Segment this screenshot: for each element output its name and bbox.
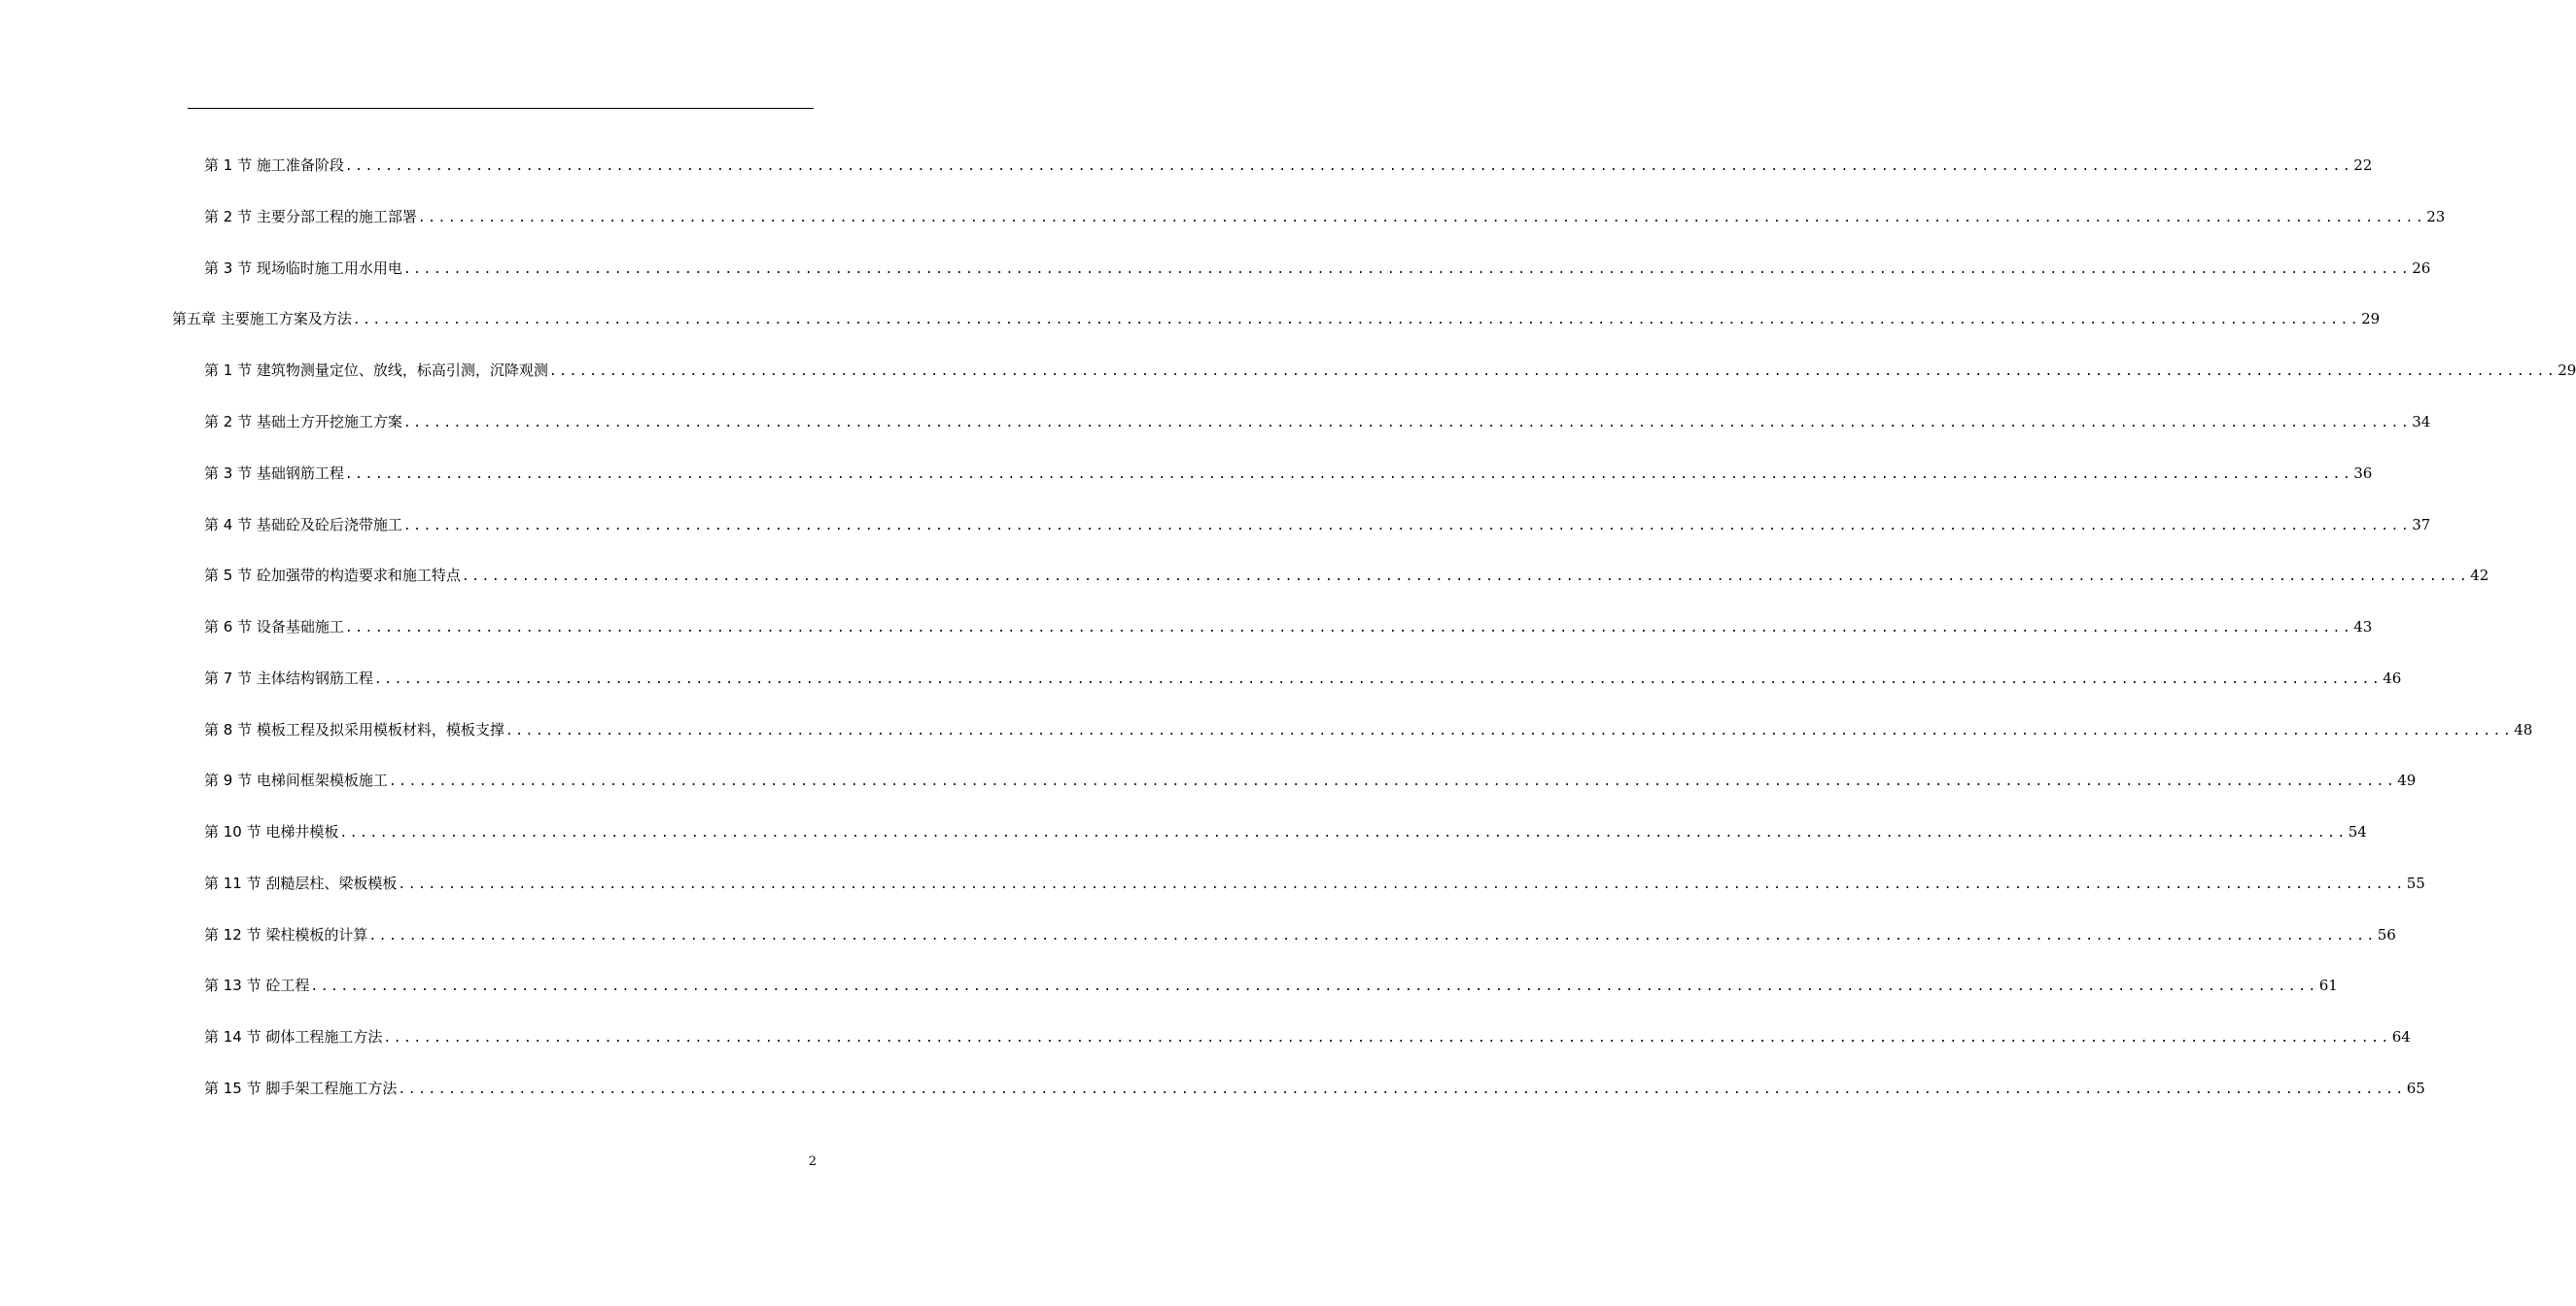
toc-leader-dots: ........................................................................................................................................................................................................ [461,569,2470,584]
toc-leader-dots: ........................................................................................................................................................................................................ [402,519,2412,533]
toc-entry-page: 46 [2383,670,2402,687]
toc-entry-page: 61 [2318,977,2338,994]
toc-leader-dots: ........................................................................................................................................................................................................ [310,980,2318,994]
toc-entry[interactable] [204,719,2533,740]
toc-entry-page: 23 [2426,208,2446,225]
toc-entry-page: 29 [2361,310,2381,327]
toc-chapter-entry[interactable] [172,308,2381,329]
toc-leader-dots: ........................................................................................................................................................................................................ [373,672,2383,687]
toc-entry-title: 第 14 节 砌体工程施工方法 [204,1028,383,1046]
toc-entry-page: 49 [2397,772,2417,789]
toc-entry-title: 第五章 主要施工方案及方法 [172,310,352,327]
toc-entry-title: 第 2 节 基础土方开挖施工方案 [204,413,402,430]
toc-entry[interactable] [204,565,2489,586]
toc-entry[interactable] [204,975,2338,996]
toc-entry-page: 34 [2412,413,2431,430]
toc-leader-dots: ........................................................................................................................................................................................................ [352,313,2361,327]
toc-entry[interactable] [204,770,2417,791]
toc-entry-page: 54 [2348,823,2367,841]
toc-entry-title: 第 1 节 施工准备阶段 [204,156,344,174]
toc-entry[interactable] [204,463,2373,484]
toc-entry-page: 22 [2353,156,2373,174]
toc-entry-title: 第 5 节 砼加强带的构造要求和施工特点 [204,567,461,584]
toc-entry-title: 第 7 节 主体结构钢筋工程 [204,670,373,687]
toc-entry-page: 43 [2353,618,2373,636]
toc-entry-page: 37 [2412,516,2431,533]
toc-entry-title: 第 3 节 现场临时施工用水用电 [204,259,402,277]
toc-leader-dots: ........................................................................................................................................................................................................ [344,621,2353,636]
toc-entry-title: 第 12 节 梁柱模板的计算 [204,926,368,944]
toc-entry-title: 第 1 节 建筑物测量定位、放线，标高引测，沉降观测 [204,361,548,379]
toc-entry-page: 65 [2406,1080,2425,1097]
toc-entry[interactable] [204,1026,2411,1048]
toc-entry[interactable] [204,924,2396,945]
toc-leader-dots: ........................................................................................................................................................................................................ [344,467,2353,482]
toc-entry-title: 第 13 节 砼工程 [204,977,310,994]
header-rule [188,108,814,109]
toc-entry-title: 第 6 节 设备基础施工 [204,618,344,636]
toc-entry-title: 第 4 节 基础砼及砼后浇带施工 [204,516,402,533]
toc-leader-dots: ........................................................................................................................................................................................................ [402,262,2412,277]
toc-entry-page: 64 [2391,1028,2411,1046]
toc-entry[interactable] [204,514,2431,535]
toc-entry-title: 第 3 节 基础钢筋工程 [204,464,344,482]
toc-leader-dots: ........................................................................................................................................................................................................ [368,929,2377,944]
toc-leader-dots: ........................................................................................................................................................................................................ [505,724,2514,739]
toc-entry-page: 42 [2470,567,2489,584]
toc-entry-page: 56 [2377,926,2396,944]
toc-leader-dots: ........................................................................................................................................................................................................ [417,211,2426,225]
toc-entry-page: 48 [2514,721,2533,739]
toc-entry-page: 55 [2406,875,2425,892]
toc-entry[interactable] [204,411,2431,432]
toc-leader-dots: ........................................................................................................................................................................................................ [339,826,2348,841]
toc-entry-title: 第 2 节 主要分部工程的施工部署 [204,208,417,225]
toc-leader-dots: ........................................................................................................................................................................................................ [344,159,2353,174]
toc-entry[interactable] [204,668,2402,689]
toc-entry[interactable] [204,616,2373,637]
toc-entry[interactable] [204,155,2373,176]
toc-entry[interactable] [204,821,2367,842]
toc-leader-dots: ........................................................................................................................................................................................................ [398,1083,2406,1097]
toc-entry[interactable] [204,360,2576,381]
page-number: 2 [808,1154,817,1169]
toc-entry[interactable] [204,873,2425,894]
toc-entry-title: 第 10 节 电梯井模板 [204,823,339,841]
toc-entry-title: 第 9 节 电梯间框架模板施工 [204,772,388,789]
toc-entry[interactable] [204,1078,2425,1099]
toc-leader-dots: ........................................................................................................................................................................................................ [383,1031,2391,1046]
toc-leader-dots: ........................................................................................................................................................................................................ [548,364,2558,379]
toc-entry-page: 36 [2353,464,2373,482]
toc-entry-title: 第 11 节 刮糙层柱、梁板模板 [204,875,398,892]
toc-entry-title: 第 15 节 脚手架工程施工方法 [204,1080,398,1097]
toc-entry-page: 29 [2558,361,2576,379]
toc-entry[interactable] [204,258,2431,279]
toc-entry[interactable] [204,206,2446,227]
toc-leader-dots: ........................................................................................................................................................................................................ [398,877,2406,892]
toc-entry-page: 26 [2412,259,2431,277]
toc-leader-dots: ........................................................................................................................................................................................................ [388,774,2397,789]
toc-leader-dots: ........................................................................................................................................................................................................ [402,416,2412,430]
toc-entry-title: 第 8 节 模板工程及拟采用模板材料，模板支撑 [204,721,505,739]
